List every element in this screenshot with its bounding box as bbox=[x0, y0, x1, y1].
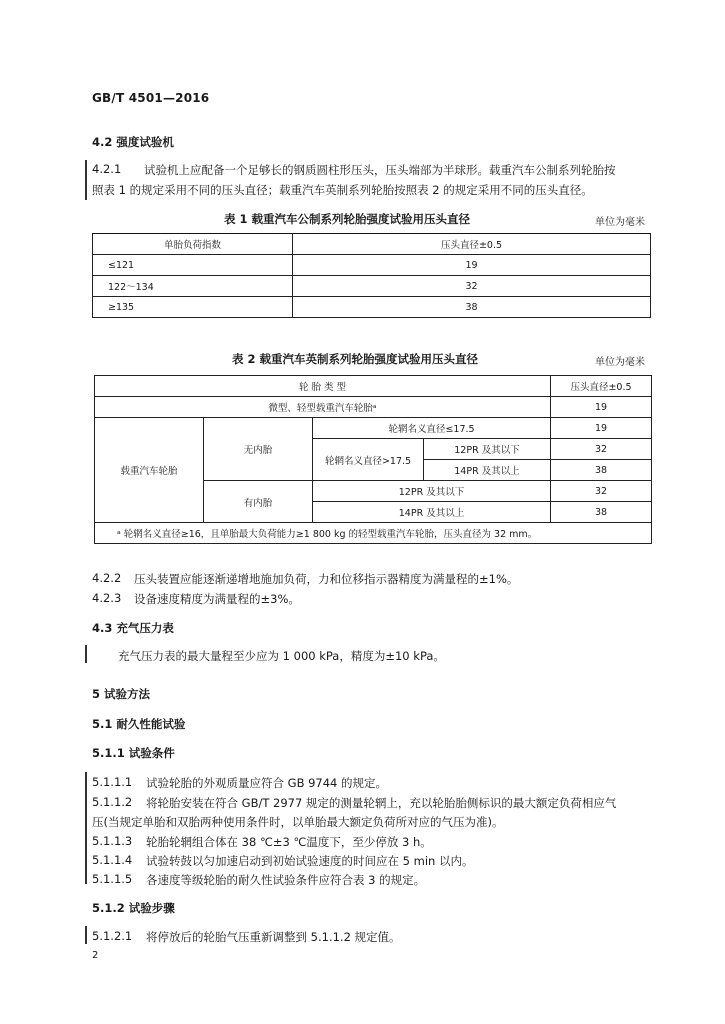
table2-cell: 38 bbox=[551, 460, 652, 481]
table2-cell-rim-gt: 轮辋名义直径>17.5 bbox=[313, 439, 424, 481]
clause-number: 4.2.3 bbox=[92, 591, 122, 605]
table2-cell-tubed-pr14: 14PR 及其以上 bbox=[313, 502, 551, 523]
paragraph-line: 将停放后的轮胎气压重新调整到 5.1.1.2 规定值。 bbox=[146, 930, 401, 944]
section-5-title: 5 试验方法 bbox=[92, 687, 151, 701]
clause-number: 4.2.2 bbox=[92, 571, 122, 585]
table1-caption: 表 1 载重汽车公制系列轮胎强度试验用压头直径 bbox=[224, 212, 471, 226]
paragraph-line: 照表 1 的规定采用不同的压头直径；载重汽车英制系列轮胎按照表 2 的规定采用不同的压头直径。 bbox=[92, 183, 593, 197]
table2-cell: 38 bbox=[551, 502, 652, 523]
standard-code: GB/T 4501—2016 bbox=[92, 91, 210, 105]
change-bar bbox=[85, 772, 87, 884]
table2-cell-light-truck: 微型、轻型载重汽车轮胎ᵃ bbox=[95, 397, 551, 418]
section-5-1-2-title: 5.1.2 试验步骤 bbox=[92, 901, 175, 915]
table2-header-diameter: 压头直径±0.5 bbox=[551, 376, 652, 397]
table2 bbox=[94, 375, 652, 544]
paragraph-line: 试验转鼓以匀加速启动到初始试验速度的时间应在 5 min 以内。 bbox=[146, 854, 474, 868]
paragraph-line: 将轮胎安装在符合 GB/T 2977 规定的测量轮辋上，充以轮胎胎侧标识的最大额定负荷相应气 bbox=[146, 796, 617, 810]
table2-cell-pr14: 14PR 及其以上 bbox=[424, 460, 551, 481]
change-bar bbox=[85, 926, 87, 944]
table1-unit: 单位为毫米 bbox=[595, 217, 645, 228]
paragraph-line: 轮胎轮辋组合体在 38 ℃±3 ℃温度下，至少停放 3 h。 bbox=[146, 835, 432, 849]
table1-cell: ≤121 bbox=[93, 255, 293, 276]
clause-number: 5.1.1.5 bbox=[92, 872, 133, 886]
paragraph-line: 压头装置应能逐渐递增地施加负荷，力和位移指示器精度为满量程的±1%。 bbox=[134, 572, 519, 586]
clause-number: 5.1.1.2 bbox=[92, 795, 133, 809]
table1-cell: 122～134 bbox=[93, 276, 293, 297]
table2-cell-tubeless: 无内胎 bbox=[204, 418, 313, 481]
section-4-3-title: 4.3 充气压力表 bbox=[92, 621, 174, 635]
table2-cell-tubed-pr12: 12PR 及其以下 bbox=[313, 481, 551, 502]
table2-cell: 32 bbox=[551, 439, 652, 460]
page-number: 2 bbox=[92, 950, 99, 961]
table2-cell-rim-le: 轮辋名义直径≤17.5 bbox=[313, 418, 551, 439]
paragraph-line: 试验轮胎的外观质量应符合 GB 9744 的规定。 bbox=[146, 776, 388, 790]
table2-cell: 19 bbox=[551, 418, 652, 439]
table2-footnote: ᵃ 轮辋名义直径≥16，且单胎最大负荷能力≥1 800 kg 的轻型载重汽车轮胎，压头直径为 32 mm。 bbox=[95, 523, 652, 544]
table1-cell: ≥135 bbox=[93, 297, 293, 318]
clause-number: 4.2.1 bbox=[92, 162, 122, 176]
table2-cell: 19 bbox=[551, 397, 652, 418]
table2-caption: 表 2 载重汽车英制系列轮胎强度试验用压头直径 bbox=[232, 352, 479, 366]
clause-number: 5.1.1.1 bbox=[92, 775, 133, 789]
table2-cell-pr12: 12PR 及其以下 bbox=[424, 439, 551, 460]
table1 bbox=[92, 233, 651, 318]
paragraph-line: 设备速度精度为满量程的±3%。 bbox=[134, 592, 300, 606]
paragraph-line: 充气压力表的最大量程至少应为 1 000 kPa，精度为±10 kPa。 bbox=[118, 649, 445, 663]
table2-cell-tubed: 有内胎 bbox=[204, 481, 313, 523]
clause-number: 5.1.2.1 bbox=[92, 929, 133, 943]
table2-header-type: 轮 胎 类 型 bbox=[95, 376, 551, 397]
change-bar bbox=[85, 160, 87, 200]
change-bar bbox=[85, 645, 87, 663]
table2-unit: 单位为毫米 bbox=[595, 357, 645, 368]
table2-cell: 32 bbox=[551, 481, 652, 502]
paragraph-line: 压(当规定单胎和双胎两种使用条件时，以单胎最大额定负荷所对应的气压为准)。 bbox=[92, 815, 504, 829]
paragraph-line: 试验机上应配备一个足够长的钢质圆柱形压头，压头端部为半球形。载重汽车公制系列轮胎按 bbox=[144, 163, 616, 177]
paragraph-line: 各速度等级轮胎的耐久性试验条件应符合表 3 的规定。 bbox=[146, 873, 426, 887]
table1-cell: 32 bbox=[293, 276, 651, 297]
section-4-2-title: 4.2 强度试验机 bbox=[92, 135, 174, 149]
clause-number: 5.1.1.3 bbox=[92, 834, 133, 848]
clause-number: 5.1.1.4 bbox=[92, 853, 133, 867]
table1-header: 单胎负荷指数 bbox=[93, 234, 293, 255]
table1-header: 压头直径±0.5 bbox=[293, 234, 651, 255]
table1-cell: 19 bbox=[293, 255, 651, 276]
section-5-1-1-title: 5.1.1 试验条件 bbox=[92, 746, 175, 760]
section-5-1-title: 5.1 耐久性能试验 bbox=[92, 717, 186, 731]
table1-cell: 38 bbox=[293, 297, 651, 318]
table2-cell-truck: 载重汽车轮胎 bbox=[95, 418, 204, 523]
